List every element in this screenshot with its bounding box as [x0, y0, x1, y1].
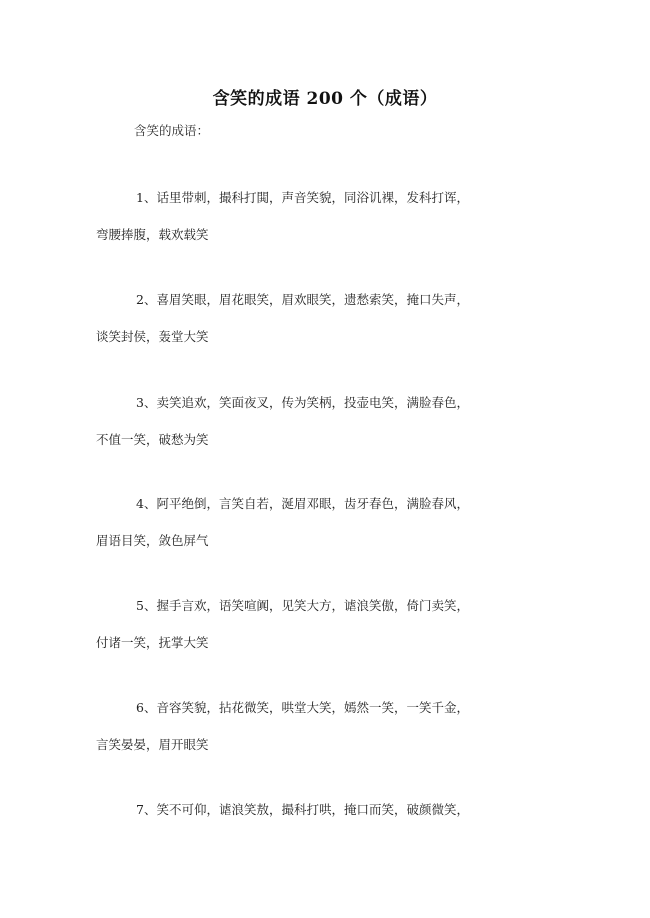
idiom-entry-7 [96, 802, 556, 818]
idiom-entry-1 [96, 190, 556, 243]
idiom-entry-line: 2、喜眉笑眼，眉花眼笑，眉欢眼笑，遗愁索笑，掩口失声， [136, 292, 469, 307]
idiom-entry-line: 付诸一笑，抚掌大笑 [96, 635, 209, 650]
idiom-entry-line: 不值一笑，破愁为笑 [96, 432, 209, 447]
idiom-entry-5 [96, 598, 556, 651]
idiom-entry-line: 弯腰捧腹，载欢载笑 [96, 227, 209, 242]
intro-text: 含笑的成语： [134, 123, 210, 138]
idiom-entry-line: 眉语目笑，敛色屏气 [96, 533, 209, 548]
idiom-entry-line: 4、阿平绝倒，言笑自若，涎眉邓眼，齿牙春色，满脸春风， [136, 496, 469, 511]
idiom-entry-line: 3、卖笑追欢，笑面夜叉，传为笑柄，投壶电笑，满脸春色， [136, 395, 469, 410]
idiom-entry-4 [96, 496, 556, 549]
idiom-entry-line: 言笑晏晏，眉开眼笑 [96, 737, 209, 752]
idiom-entry-line: 7、笑不可仰，谑浪笑敖，撮科打哄，掩口而笑，破颜微笑， [136, 802, 469, 817]
idiom-entry-6 [96, 700, 556, 753]
idiom-entry-2 [96, 292, 556, 345]
idiom-entry-line: 5、握手言欢，语笑喧阗，见笑大方，谑浪笑傲，倚门卖笑， [136, 598, 469, 613]
document-title: 含笑的成语 200 个（成语） [212, 89, 438, 109]
idiom-entry-line: 6、音容笑貌，拈花微笑，哄堂大笑，嫣然一笑，一笑千金， [136, 700, 469, 715]
idiom-entry-line: 1、话里带刺，撮科打閧，声音笑貌，同浴讥裸，发科打诨， [136, 190, 469, 205]
idiom-entry-line: 谈笑封侯，轰堂大笑 [96, 329, 209, 344]
idiom-entry-3 [96, 395, 556, 448]
